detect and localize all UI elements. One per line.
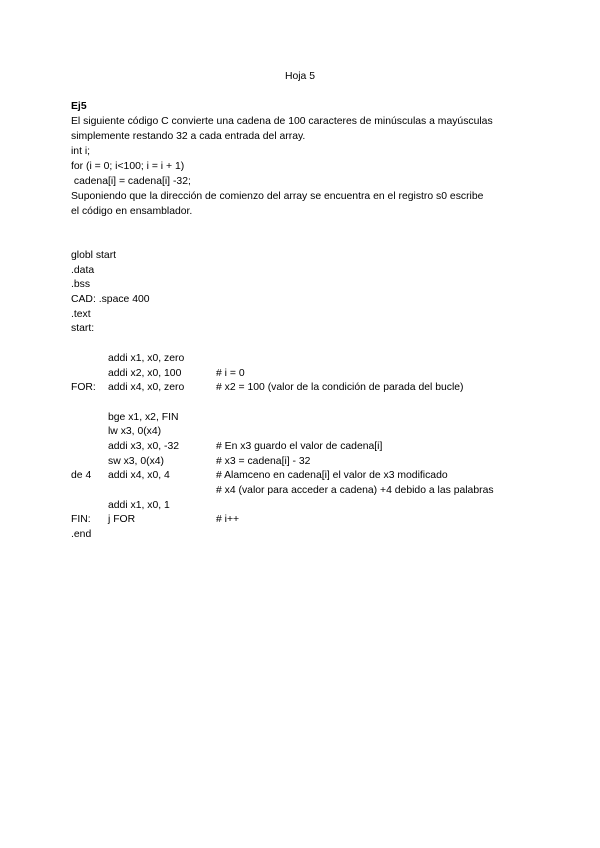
statement-line: simplemente restando 32 a cada entrada del array. [71,131,306,142]
instruction: lw x3, 0(x4) [108,426,162,438]
instruction: addi x4, x0, zero [108,382,185,394]
comment-wrap-line: de 4 [71,470,92,482]
c-code-line: int i; [71,146,91,157]
assembly-code [71,249,541,543]
statement-line: El siguiente código C convierte una cadena de 100 caracteres de minúsculas a mayúsculas [71,116,493,127]
comment: # En x3 guardo el valor de cadena[i] [216,440,383,452]
page-label: Hoja 5 [284,71,316,82]
instruction: sw x3, 0(x4) [108,455,165,467]
instruction: addi x1, x0, zero [108,352,185,364]
directive-line: .data [71,264,95,276]
comment: # i = 0 [216,367,245,379]
statement-line: Suponiendo que la dirección de comienzo del array se encuentra en el registro s0 escribe [71,191,484,202]
c-code-line: cadena[i] = cadena[i] -32; [71,176,191,187]
exercise-title: Ej5 [71,101,87,112]
directive-line: CAD: .space 400 [71,294,150,306]
instruction: bge x1, x2, FIN [108,411,179,423]
document-body [71,99,541,543]
statement-line: el código en ensamblador. [71,206,193,217]
instruction: j FOR [108,514,136,526]
label-for: FOR: [71,382,96,394]
comment: # x3 = cadena[i] - 32 [216,455,311,467]
instruction: addi x2, x0, 100 [108,367,182,379]
page-header [0,71,600,82]
c-code-line: for (i = 0; i<100; i = i + 1) [71,161,185,172]
code-line [71,396,541,423]
label-start: start: [71,323,95,335]
spacer [71,219,541,249]
comment: # x2 = 100 (valor de la condición de parada del bucle) [216,382,464,394]
instruction: addi x1, x0, 1 [108,499,170,511]
instruction: addi x3, x0, -32 [108,440,180,452]
comment: # i++ [216,514,240,526]
comment: # x4 (valor para acceder a cadena) +4 debido a las palabras [216,485,494,497]
label-fin: FIN: [71,514,91,526]
directive-end: .end [71,529,92,541]
directive-line: globl start [71,250,117,261]
directive-line: .text [71,308,91,320]
instruction: addi x4, x0, 4 [108,470,170,482]
comment: # Alamceno en cadena[i] el valor de x3 modificado [216,470,448,482]
directive-line: .bss [71,279,91,291]
